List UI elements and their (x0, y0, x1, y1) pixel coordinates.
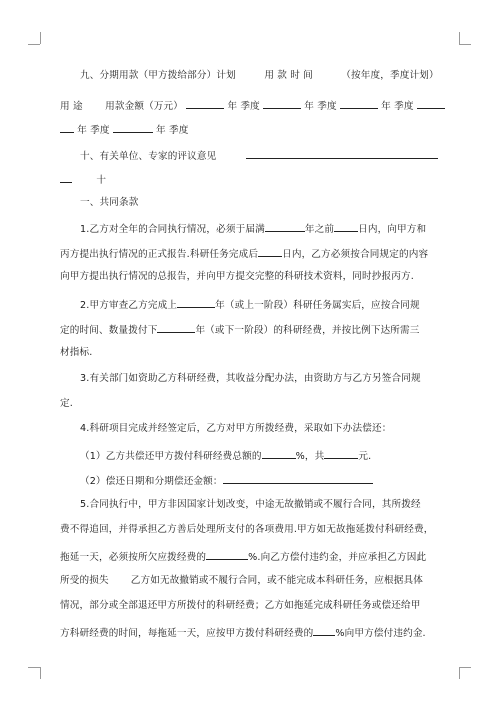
section9-title-line (80, 70, 439, 82)
clause4-sub2 (80, 473, 373, 488)
crop-mark-top-right (459, 32, 460, 44)
quarter-label: 年 季度 (77, 125, 110, 136)
clause5-line4 (60, 575, 423, 587)
quarter-label: 年 季度 (227, 101, 260, 112)
section10-title-line (80, 148, 438, 163)
clause5-text: 乙方如无故撤销或不履行合同，或不能完成本科研任务，应根据具体 (130, 575, 424, 586)
clause1-text: 1.乙方对全年的合同执行情况，必须于届满 (80, 224, 265, 235)
clause4-text: 元. (358, 451, 372, 462)
amount-label: 用款金额（万元） (105, 101, 184, 112)
crop-mark-bottom-right (459, 667, 471, 668)
clause5-text: %.向乙方偿付违约金，并应承担乙方因此 (248, 552, 427, 563)
clause5-line5: 情况，部分或全部退还甲方所拨付的科研经费；乙方如拖延完成科研任务或偿还给甲 (60, 600, 421, 611)
section10-title: 十、有关单位、专家的评议意见 (80, 151, 217, 162)
clause5-line2: 费不得追回，并得承担乙方善后处理所支付的各项费用.甲方如无故拖延拨付科研经费， (60, 524, 434, 535)
clause4-text: %，共 (295, 451, 325, 462)
crop-mark-bottom-right (459, 667, 460, 679)
blank[interactable] (258, 246, 282, 257)
clause1-text: 丙方提出执行情况的正式报告.科研任务完成后 (60, 249, 259, 260)
section10-continuation-mark: 十 (96, 175, 107, 186)
section9-note: （按年度，季度计划） (341, 70, 439, 81)
blank[interactable] (60, 172, 72, 183)
clause4-text: （1）乙方共偿还甲方拨付科研经费总额的 (80, 451, 262, 462)
section10-continuation (60, 172, 106, 187)
clause4-text: （2）偿还日期和分期偿还金额： (80, 476, 223, 487)
section9-row2 (60, 98, 445, 113)
section9-title: 九、分期用款（甲方拨给部分）计划 (80, 70, 236, 81)
clause1-line1 (80, 221, 426, 236)
blank[interactable] (206, 549, 248, 560)
blank[interactable] (113, 122, 153, 133)
blank[interactable] (262, 448, 296, 459)
crop-mark-top-left (28, 44, 40, 45)
clause1-line3: 向甲方提出执行情况的总报告，并向甲方提交完整的科研技术资料，同时抄报丙方. (60, 271, 414, 282)
blank[interactable] (324, 448, 358, 459)
clause5-text: %向甲方偿付违约金. (335, 628, 426, 639)
blank[interactable] (417, 98, 445, 109)
crop-mark-top-left (40, 32, 41, 44)
section9-time-label: 用 款 时 间 (264, 70, 313, 81)
blank[interactable] (60, 122, 74, 133)
clause1-text: 日内，乙方必须按合同规定的内容 (282, 249, 429, 260)
blank[interactable] (334, 221, 358, 232)
clause5-line6 (60, 625, 426, 640)
clause2-line2 (60, 322, 420, 337)
clause1-text: 年之前 (304, 224, 335, 235)
blank[interactable] (340, 98, 378, 109)
blank[interactable] (223, 473, 373, 484)
quarter-label: 年 季度 (381, 101, 414, 112)
section9-row3 (60, 122, 188, 137)
clause2-text: 年（或上一阶段）科研任务属实后，应按合同规 (215, 300, 420, 311)
crop-mark-bottom-left (40, 667, 41, 679)
clause3-line1: 3.有关部门如资助乙方科研经费，其收益分配办法，由资助方与乙方另签合同规 (80, 373, 421, 384)
clause5-line1: 5.合同执行中，甲方非因国家计划改变，中途无故撤销或不履行合同，其所拨经 (80, 499, 421, 510)
blank[interactable] (265, 221, 305, 232)
clause4-line1: 4.科研项目完成并经签定后，乙方对甲方所拨经费，采取如下办法偿还： (80, 423, 392, 434)
clause1-line2 (60, 246, 428, 261)
clause5-text: 方科研经费的时间，每拖延一天，应按甲方拨付科研经费的 (60, 628, 314, 639)
clause1-text: 日内，向甲方和 (358, 224, 427, 235)
section1-title: 一、共同条款 (80, 197, 139, 208)
clause2-text: 2.甲方审查乙方完成上 (80, 300, 178, 311)
clause2-line1 (80, 297, 420, 312)
blank[interactable] (313, 625, 335, 636)
crop-mark-top-right (459, 44, 471, 45)
blank[interactable] (177, 297, 215, 308)
clause2-text: 定的时间、数量拨付下 (60, 325, 158, 336)
quarter-label: 年 季度 (156, 125, 189, 136)
purpose-label: 用 途 (60, 101, 83, 112)
crop-mark-bottom-left (28, 667, 40, 668)
clause2-line3: 材指标. (60, 347, 93, 358)
clause5-text: 所受的损失 (60, 575, 109, 586)
clause5-line3 (60, 549, 426, 564)
clause4-sub1 (80, 448, 371, 463)
quarter-label: 年 季度 (304, 101, 337, 112)
blank[interactable] (263, 98, 301, 109)
blank[interactable] (186, 98, 224, 109)
review-opinion-blank[interactable] (246, 148, 438, 159)
clause2-text: 年（或下一阶段）的科研经费，并按比例下达所需三 (195, 325, 420, 336)
clause5-text: 拖延一天，必须按所欠应拨经费的 (60, 552, 207, 563)
blank[interactable] (157, 322, 195, 333)
clause3-line2: 定. (60, 398, 73, 409)
